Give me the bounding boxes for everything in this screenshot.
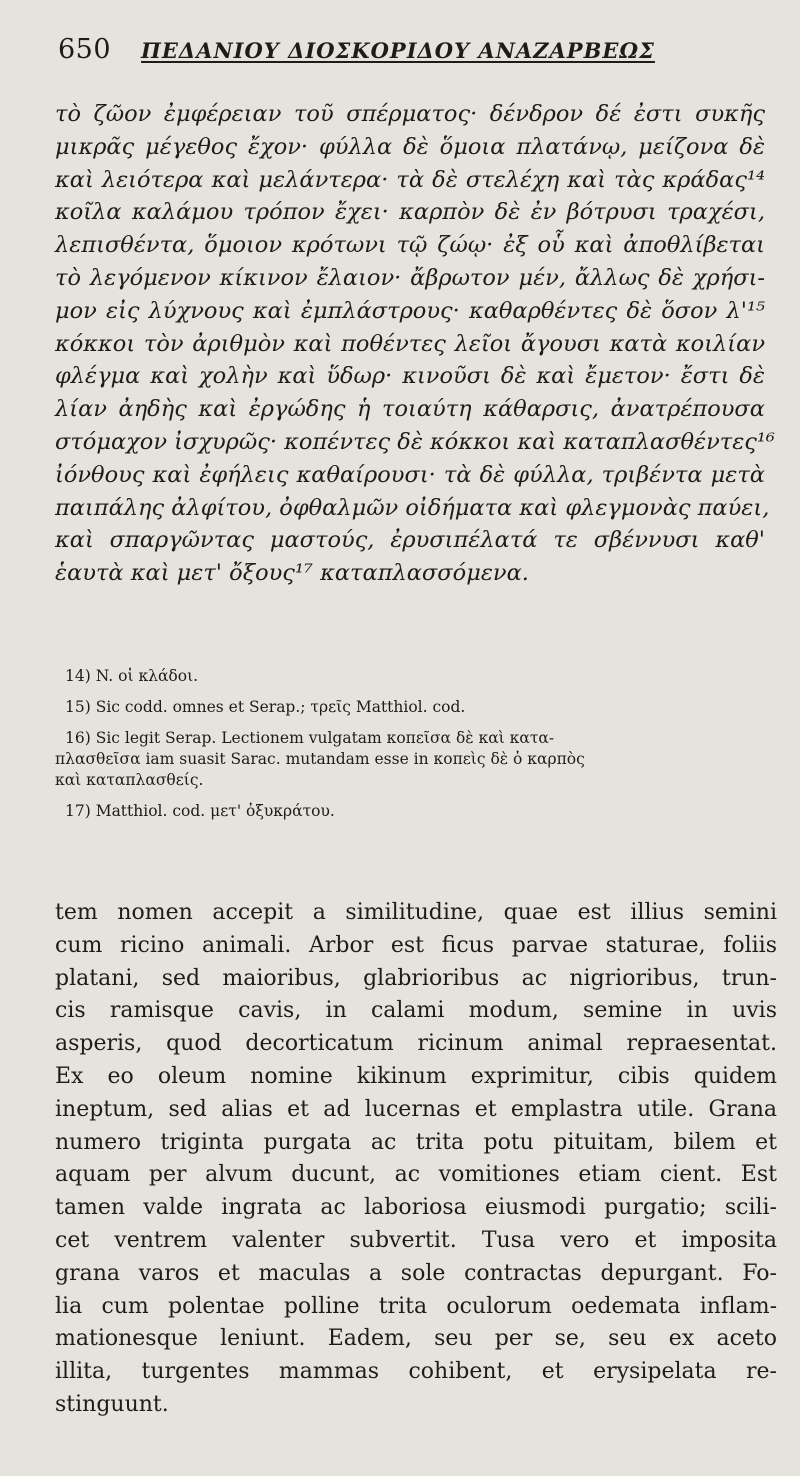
latin-text-line: cum ricino animali. Arbor est ficus parvae staturae, foliis (55, 932, 777, 958)
latin-text-line: tem nomen accepit a similitudine, quae est illius semini (55, 900, 777, 925)
footnote (55, 697, 765, 718)
latin-text-line: Ex eo oleum nomine kikinum exprimitur, cibis quidem (55, 1063, 777, 1089)
greek-text-line: μικρᾶς μέγεθος ἔχον· φύλλα δὲ ὅμοια πλατάνῳ, μείζονα δὲ (55, 133, 765, 160)
latin-text-line: mationesque leniunt. Eadem, seu per se, seu ex aceto (55, 1326, 777, 1352)
latin-text-line: stinguunt. (55, 1391, 169, 1417)
greek-text-line: κοῖλα καλάμου τρόπον ἔχει· καρπὸν δὲ ἐν βότρυσι τραχέσι, (55, 199, 765, 226)
latin-text-line: numero triginta purgata ac trita potu pituitam, bilem et (55, 1129, 777, 1155)
footnote (55, 728, 765, 791)
greek-text-line: τὸ ζῶον ἐμφέρειαν τοῦ σπέρματος· δένδρον δέ ἐστι συκῆς (55, 101, 765, 127)
latin-text-line: ineptum, sed alias et ad lucernas et emplastra utile. Grana (55, 1096, 777, 1122)
latin-translation-block (55, 897, 777, 1422)
greek-text-line: ἰόνθους καὶ ἐφήλεις καθαίρουσι· τὰ δὲ φύλλα, τριβέντα μετὰ (55, 461, 765, 488)
latin-text-line: grana varos et maculas a sole contractas depurgant. Fo- (55, 1260, 777, 1286)
running-title: ΠΕΔΑΝΙΟΥ ΔΙΟΣΚΟΡΙΔΟΥ ΑΝΑΖΑΡΒΕΩΣ (141, 38, 655, 63)
greek-text-line: κόκκοι τὸν ἀριθμὸν καὶ ποθέντες λεῖοι ἄγουσι κατὰ κοιλίαν (55, 330, 765, 357)
footnote-line: 15) Sic codd. omnes et Serap.; τρεῖς Matthiol. cod. (65, 698, 466, 716)
greek-text-block (55, 98, 775, 590)
greek-text-line: τὸ λεγόμενον κίκινον ἔλαιον· ἄβρωτον μέν, ἄλλως δὲ χρήσι- (55, 264, 765, 291)
greek-text-line: καὶ λειότερα καὶ μελάντερα· τὰ δὲ στελέχη καὶ τὰς κράδας¹⁴ (55, 166, 765, 193)
footnote-line: 17) Matthiol. cod. μετ' ὀξυκράτου. (65, 802, 335, 820)
latin-text-line: aquam per alvum ducunt, ac vomitiones etiam cient. Est (55, 1162, 777, 1188)
greek-text-line: μον εἰς λύχνους καὶ ἐμπλάστρους· καθαρθέντες δὲ ὅσον λ'¹⁵ (55, 297, 765, 324)
footnote (55, 801, 765, 822)
greek-text-line: ἑαυτὰ καὶ μετ' ὄξους¹⁷ καταπλασσόμενα. (55, 560, 529, 587)
latin-text-line: illita, turgentes mammas cohibent, et erysipelata re- (55, 1359, 777, 1385)
footnotes-block (55, 666, 765, 832)
latin-text-line: lia cum polentae polline trita oculorum oedemata inflam- (55, 1293, 777, 1319)
footnote (55, 666, 765, 687)
greek-text-line: φλέγμα καὶ χολὴν καὶ ὕδωρ· κινοῦσι δὲ καὶ ἔμετον· ἔστι δὲ (55, 363, 765, 390)
page-number: 650 (58, 34, 112, 65)
greek-text-line: παιπάλης ἀλφίτου, ὀφθαλμῶν οἰδήματα καὶ φλεγμονὰς παύει, (55, 494, 770, 521)
footnote-line: πλασθεῖσα iam suasit Sarac. mutandam esse in κοπεὶς δὲ ὁ καρπὸς (55, 750, 585, 768)
footnote-line: 16) Sic legit Serap. Lectionem vulgatam κοπεῖσα δὲ καὶ κατα- (65, 729, 555, 747)
footnote-line: 14) N. οἱ κλάδοι. (65, 667, 199, 685)
latin-text-line: cis ramisque cavis, in calami modum, semine in uvis (55, 998, 777, 1024)
latin-text-line: tamen valde ingrata ac laboriosa eiusmodi purgatio; scili- (55, 1195, 777, 1221)
footnote-line: καὶ καταπλασθείς. (55, 771, 204, 789)
latin-text-line: asperis, quod decorticatum ricinum animal repraesentat. (55, 1031, 777, 1057)
greek-text-line: λίαν ἀηδὴς καὶ ἐργώδης ἡ τοιαύτη κάθαρσις, ἀνατρέπουσα (55, 396, 765, 423)
greek-text-line: καὶ σπαργῶντας μαστούς, ἐρυσιπέλατά τε σβέννυσι καθ' (55, 527, 765, 554)
page-header (58, 34, 758, 65)
latin-text-line: platani, sed maioribus, glabrioribus ac nigrioribus, trun- (55, 965, 777, 991)
greek-text-line: στόμαχον ἰσχυρῶς· κοπέντες δὲ κόκκοι καὶ καταπλασθέντες¹⁶ (55, 428, 775, 455)
greek-text-line: λεπισθέντα, ὅμοιον κρότωνι τῷ ζώῳ· ἐξ οὗ καὶ ἀποθλίβεται (55, 232, 765, 259)
latin-text-line: cet ventrem valenter subvertit. Tusa vero et imposita (55, 1227, 777, 1253)
